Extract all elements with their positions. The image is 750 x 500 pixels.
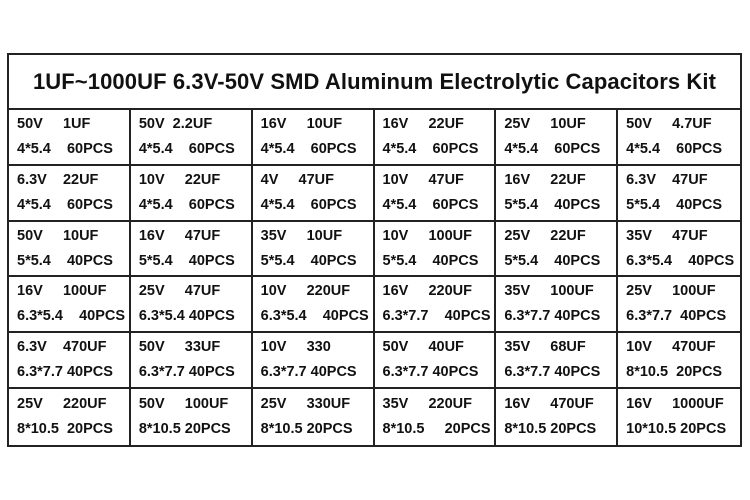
capacitor-spec: 35V 68UF <box>504 339 586 356</box>
capacitor-cell <box>618 110 740 166</box>
capacitor-size-qty: 5*5.4 40PCS <box>504 252 601 269</box>
capacitor-size-qty: 4*5.4 60PCS <box>260 196 357 213</box>
capacitor-size-qty: 5*5.4 40PCS <box>626 196 723 213</box>
capacitor-size-qty: 4*5.4 60PCS <box>138 196 235 213</box>
capacitor-spec: 10V 220UF <box>260 283 351 300</box>
capacitor-size-qty: 6.3*5.4 40PCS <box>17 308 126 325</box>
capacitor-spec: 25V 47UF <box>138 283 221 300</box>
capacitor-size-qty: 6.3*7.7 40PCS <box>504 364 601 381</box>
capacitor-spec: 16V 1000UF <box>626 396 724 413</box>
capacitor-size-qty: 5*5.4 40PCS <box>260 252 357 269</box>
capacitor-cell <box>131 277 253 333</box>
capacitor-cell <box>496 166 618 222</box>
capacitor-cell <box>9 222 131 278</box>
capacitor-spec: 10V 47UF <box>382 171 464 188</box>
capacitor-cell <box>9 389 131 445</box>
capacitor-spec: 16V 22UF <box>382 115 464 132</box>
capacitor-spec: 6.3V 470UF <box>17 339 107 356</box>
capacitor-spec: 25V 100UF <box>626 283 716 300</box>
capacitor-spec: 50V 33UF <box>138 339 221 356</box>
capacitor-spec: 25V 10UF <box>504 115 586 132</box>
capacitor-size-qty: 8*10.5 20PCS <box>138 421 231 438</box>
capacitor-cell <box>618 333 740 389</box>
capacitor-spec: 50V 10UF <box>17 227 99 244</box>
capacitor-cell <box>496 277 618 333</box>
capacitor-spec: 35V 100UF <box>504 283 594 300</box>
capacitor-cell <box>9 110 131 166</box>
capacitor-cell <box>131 110 253 166</box>
capacitor-spec: 50V 100UF <box>138 396 229 413</box>
capacitor-cell <box>375 333 497 389</box>
capacitor-size-qty: 8*10.5 20PCS <box>504 421 597 438</box>
capacitor-size-qty: 5*5.4 40PCS <box>138 252 235 269</box>
capacitor-spec: 16V 470UF <box>504 396 594 413</box>
capacitor-size-qty: 6.3*7.7 40PCS <box>626 308 727 325</box>
capacitor-cell <box>131 166 253 222</box>
capacitor-cell <box>253 333 375 389</box>
capacitor-size-qty: 6.3*7.7 40PCS <box>138 364 235 381</box>
capacitor-cell <box>375 110 497 166</box>
capacitor-cell <box>618 222 740 278</box>
capacitor-grid <box>9 110 740 445</box>
capacitor-cell <box>375 166 497 222</box>
capacitor-cell <box>496 110 618 166</box>
capacitor-spec: 10V 330 <box>260 339 331 356</box>
capacitor-cell <box>618 389 740 445</box>
capacitor-size-qty: 6.3*7.7 40PCS <box>17 364 113 381</box>
capacitor-cell <box>496 222 618 278</box>
capacitor-cell <box>618 166 740 222</box>
capacitor-cell <box>496 333 618 389</box>
capacitor-size-qty: 4*5.4 60PCS <box>382 196 479 213</box>
capacitor-spec: 4V 47UF <box>260 171 334 188</box>
capacitor-size-qty: 10*10.5 20PCS <box>626 421 727 438</box>
capacitor-spec: 10V 100UF <box>382 227 472 244</box>
capacitor-spec: 35V 220UF <box>382 396 472 413</box>
capacitor-cell <box>9 166 131 222</box>
capacitor-cell <box>131 389 253 445</box>
capacitor-cell <box>253 166 375 222</box>
capacitor-cell <box>375 222 497 278</box>
capacitor-size-qty: 6.3*5.4 40PCS <box>260 308 369 325</box>
capacitor-size-qty: 6.3*7.7 40PCS <box>260 364 357 381</box>
capacitor-cell <box>375 389 497 445</box>
capacitor-spec: 35V 47UF <box>626 227 708 244</box>
capacitor-cell <box>131 222 253 278</box>
kit-title: 1UF~1000UF 6.3V-50V SMD Aluminum Electrolytic Capacitors Kit <box>32 68 717 94</box>
capacitor-size-qty: 4*5.4 60PCS <box>382 140 479 157</box>
capacitor-cell <box>253 222 375 278</box>
capacitor-cell <box>131 333 253 389</box>
capacitor-spec: 25V 220UF <box>17 396 107 413</box>
capacitor-spec: 16V 10UF <box>260 115 343 132</box>
capacitor-cell <box>253 277 375 333</box>
capacitor-spec: 16V 100UF <box>17 283 107 300</box>
capacitor-kit-table <box>7 53 742 447</box>
capacitor-spec: 6.3V 22UF <box>17 171 99 188</box>
title-row <box>9 55 740 110</box>
capacitor-size-qty: 4*5.4 60PCS <box>17 196 113 213</box>
capacitor-cell <box>496 389 618 445</box>
capacitor-spec: 25V 330UF <box>260 396 351 413</box>
capacitor-size-qty: 6.3*5.4 40PCS <box>626 252 735 269</box>
capacitor-cell <box>9 333 131 389</box>
capacitor-size-qty: 6.3*7.7 40PCS <box>504 308 601 325</box>
capacitor-size-qty: 4*5.4 60PCS <box>260 140 357 157</box>
capacitor-cell <box>618 277 740 333</box>
capacitor-spec: 25V 22UF <box>504 227 586 244</box>
capacitor-size-qty: 6.3*5.4 40PCS <box>138 308 235 325</box>
capacitor-cell <box>9 277 131 333</box>
capacitor-size-qty: 8*10.5 20PCS <box>626 364 723 381</box>
capacitor-size-qty: 5*5.4 40PCS <box>382 252 479 269</box>
capacitor-size-qty: 8*10.5 20PCS <box>17 421 113 438</box>
capacitor-size-qty: 5*5.4 40PCS <box>17 252 113 269</box>
capacitor-spec: 50V 2.2UF <box>138 115 213 132</box>
capacitor-spec: 16V 47UF <box>138 227 221 244</box>
capacitor-spec: 50V 4.7UF <box>626 115 712 132</box>
capacitor-size-qty: 6.3*7.7 40PCS <box>382 308 491 325</box>
capacitor-size-qty: 8*10.5 20PCS <box>260 421 353 438</box>
capacitor-size-qty: 4*5.4 60PCS <box>626 140 723 157</box>
capacitor-size-qty: 8*10.5 20PCS <box>382 421 491 438</box>
capacitor-size-qty: 4*5.4 60PCS <box>504 140 601 157</box>
capacitor-cell <box>253 110 375 166</box>
capacitor-spec: 6.3V 47UF <box>626 171 708 188</box>
capacitor-size-qty: 6.3*7.7 40PCS <box>382 364 479 381</box>
capacitor-size-qty: 4*5.4 60PCS <box>138 140 235 157</box>
capacitor-size-qty: 4*5.4 60PCS <box>17 140 113 157</box>
capacitor-cell <box>253 389 375 445</box>
capacitor-spec: 10V 22UF <box>138 171 221 188</box>
capacitor-spec: 35V 10UF <box>260 227 343 244</box>
capacitor-spec: 16V 22UF <box>504 171 586 188</box>
capacitor-spec: 50V 40UF <box>382 339 464 356</box>
capacitor-spec: 16V 220UF <box>382 283 472 300</box>
capacitor-cell <box>375 277 497 333</box>
capacitor-spec: 10V 470UF <box>626 339 716 356</box>
capacitor-spec: 50V 1UF <box>17 115 91 132</box>
capacitor-size-qty: 5*5.4 40PCS <box>504 196 601 213</box>
